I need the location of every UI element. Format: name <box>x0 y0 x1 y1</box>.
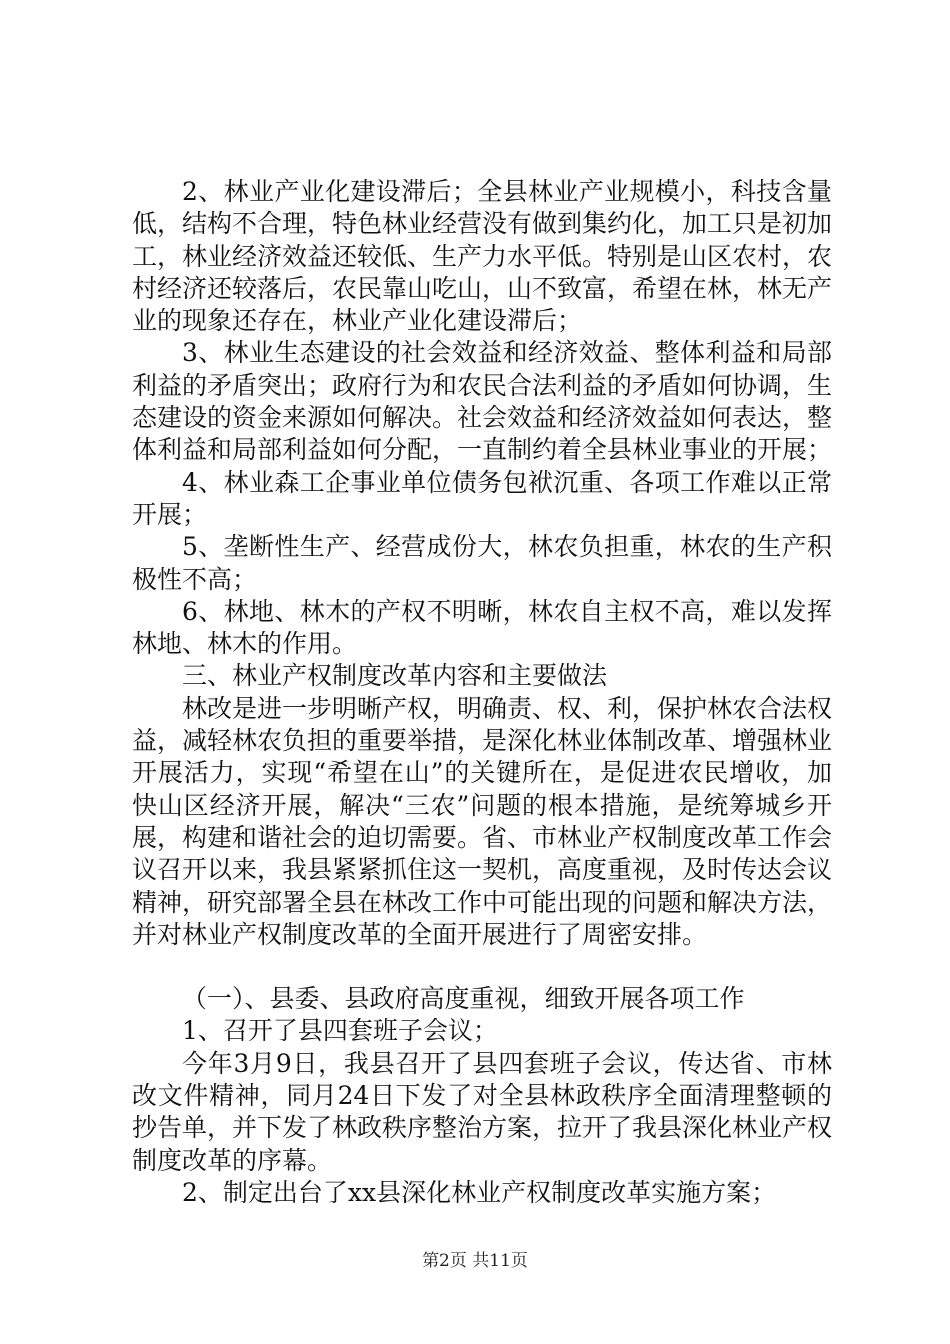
paragraph-plan: 2、制定出台了xx县深化林业产权制度改革实施方案； <box>182 1177 777 1207</box>
subsection-heading-1: （一）、县委、县政府高度重视，细致开展各项工作 <box>182 984 745 1014</box>
paragraph-meeting-detail: 今年3月9日，我县召开了县四套班子会议，传达省、市林改文件精神，同月24日下发了对全县林政秩序全面清理整顿的抄告单，并下发了林政秩序整治方案，拉开了我县深化林业产权制度改革的序幕。 <box>132 1048 833 1175</box>
document-body <box>132 176 832 1209</box>
paragraph-item-4: 4、林业森工企事业单位债务包袱沉重、各项工作难以正常开展； <box>132 467 832 529</box>
paragraph-item-2: 2、林业产业化建设滞后；全县林业产业规模小，科技含量低，结构不合理，特色林业经营没有做到集约化，加工只是初加工，林业经济效益还较低、生产力水平低。特别是山区农村，农村经济还较落后，农民靠山吃山，山不致富，希望在林，林无产业的现象还存在，林业产业化建设滞后； <box>132 177 833 336</box>
paragraph-item-6: 6、林地、林木的产权不明晰，林农自主权不高，难以发挥林地、林木的作用。 <box>132 596 832 659</box>
section-heading-3: 三、林业产权制度改革内容和主要做法 <box>182 661 608 691</box>
blank-line <box>132 951 832 983</box>
paragraph-item-3: 3、林业生态建设的社会效益和经济效益、整体利益和局部利益的矛盾突出；政府行为和农民合法利益的矛盾如何协调，生态建设的资金来源如何解决。社会效益和经济效益如何表达，整体利益和局部利益如何分配，一直制约着全县林业事业的开展； <box>132 338 833 465</box>
paragraph-item-5: 5、垄断性生产、经营成份大，林农负担重，林农的生产积极性不高； <box>132 532 832 594</box>
paragraph-meeting: 1、召开了县四套班子会议； <box>182 1016 498 1046</box>
page-footer: 第2页 共11页 <box>422 1251 528 1271</box>
paragraph-forest-reform: 林改是进一步明晰产权，明确责、权、利，保护林农合法权益，减轻林农负担的重要举措，是深化林业体制改革、增强林业开展活力，实现“希望在山”的关键所在，是促进农民增收，加快山区经济开展，解决“三农”问题的根本措施，是统筹城乡开展，构建和谐社会的迫切需要。省、市林业产权制度改革工作会议召开以来，我县紧紧抓住这一契机，高度重视，及时传达会议精神，研究部署全县在林改工作中可能出现的问题和解决方法，并对林业产权制度改革的全面开展进行了周密安排。 <box>132 693 833 949</box>
